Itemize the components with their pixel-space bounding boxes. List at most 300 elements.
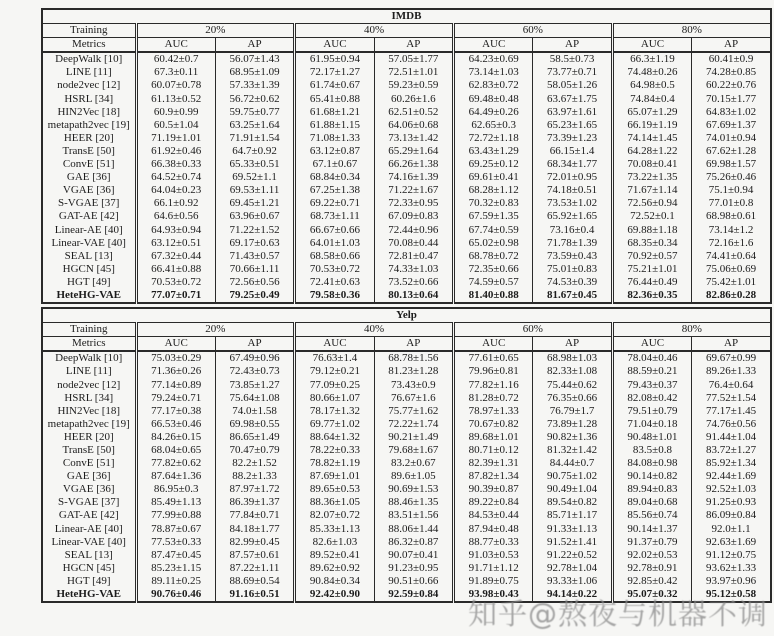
table-row	[42, 197, 771, 210]
method-name: TransE [50]	[42, 145, 136, 158]
value-cell: 64.06±0.68	[374, 119, 453, 132]
value-cell: 59.23±0.59	[374, 79, 453, 92]
value-cell: 71.43±0.57	[215, 250, 294, 263]
value-cell: 80.66±1.07	[295, 392, 374, 405]
training-percentage: 60%	[454, 323, 613, 337]
metrics-row	[42, 337, 771, 352]
value-cell: 73.89±1.28	[533, 418, 612, 431]
value-cell: 70.08±0.41	[612, 158, 691, 171]
value-cell: 83.2±0.67	[374, 457, 453, 470]
table-row	[42, 379, 771, 392]
value-cell: 90.21±1.49	[374, 431, 453, 444]
value-cell: 77.17±1.45	[692, 405, 771, 418]
value-cell: 67.59±1.35	[454, 210, 533, 223]
table-row	[42, 392, 771, 405]
value-cell: 63.12±0.87	[295, 145, 374, 158]
training-percentage: 80%	[612, 323, 771, 337]
value-cell: 69.61±0.41	[454, 171, 533, 184]
value-cell: 65.92±1.65	[533, 210, 612, 223]
value-cell: 67.3±0.11	[136, 66, 215, 79]
method-name: Linear-VAE [40]	[42, 536, 136, 549]
value-cell: 89.52±0.41	[295, 549, 374, 562]
value-cell: 75.77±1.62	[374, 405, 453, 418]
value-cell: 93.97±0.96	[692, 575, 771, 588]
value-cell: 88.59±0.21	[612, 365, 691, 378]
value-cell: 68.98±1.03	[533, 351, 612, 365]
value-cell: 89.11±0.25	[136, 575, 215, 588]
table-row	[42, 93, 771, 106]
value-cell: 81.40±0.88	[454, 289, 533, 303]
value-cell: 73.77±0.71	[533, 66, 612, 79]
value-cell: 72.41±0.63	[295, 276, 374, 289]
value-cell: 87.97±1.72	[215, 483, 294, 496]
value-cell: 90.84±0.34	[295, 575, 374, 588]
value-cell: 74.16±1.39	[374, 171, 453, 184]
method-name: metapath2vec [19]	[42, 418, 136, 431]
value-cell: 71.22±1.67	[374, 184, 453, 197]
value-cell: 64.7±0.92	[215, 145, 294, 158]
metric-name-auc: AUC	[136, 337, 215, 352]
method-name: HSRL [34]	[42, 93, 136, 106]
value-cell: 91.89±0.75	[454, 575, 533, 588]
value-cell: 84.26±0.15	[136, 431, 215, 444]
value-cell: 74.33±1.03	[374, 263, 453, 276]
value-cell: 63.67±1.75	[533, 93, 612, 106]
method-name: VGAE [36]	[42, 483, 136, 496]
table-row	[42, 119, 771, 132]
method-name: VGAE [36]	[42, 184, 136, 197]
table-row	[42, 351, 771, 365]
value-cell: 90.48±1.01	[612, 431, 691, 444]
value-cell: 88.06±1.44	[374, 523, 453, 536]
value-cell: 71.36±0.26	[136, 365, 215, 378]
table-row	[42, 250, 771, 263]
value-cell: 79.96±0.81	[454, 365, 533, 378]
training-percentage: 40%	[295, 323, 454, 337]
table-row	[42, 171, 771, 184]
value-cell: 72.22±1.74	[374, 418, 453, 431]
value-cell: 58.05±1.26	[533, 79, 612, 92]
table-row	[42, 158, 771, 171]
value-cell: 60.5±1.04	[136, 119, 215, 132]
value-cell: 77.53±0.33	[136, 536, 215, 549]
metrics-label: Metrics	[42, 38, 136, 53]
metrics-row	[42, 38, 771, 53]
table-row	[42, 132, 771, 145]
dataset-band-row	[42, 308, 771, 323]
value-cell: 74.28±0.85	[692, 66, 771, 79]
value-cell: 69.88±1.18	[612, 224, 691, 237]
value-cell: 92.42±0.90	[295, 588, 374, 602]
value-cell: 70.66±1.11	[215, 263, 294, 276]
value-cell: 71.78±1.39	[533, 237, 612, 250]
table-row	[42, 405, 771, 418]
value-cell: 72.43±0.73	[215, 365, 294, 378]
method-name: node2vec [12]	[42, 379, 136, 392]
value-cell: 65.41±0.88	[295, 93, 374, 106]
value-cell: 73.52±0.66	[374, 276, 453, 289]
value-cell: 79.25±0.49	[215, 289, 294, 303]
value-cell: 56.07±1.43	[215, 52, 294, 66]
value-cell: 74.53±0.39	[533, 276, 612, 289]
table-row	[42, 483, 771, 496]
value-cell: 60.26±1.6	[374, 93, 453, 106]
value-cell: 92.85±0.42	[612, 575, 691, 588]
value-cell: 60.42±0.7	[136, 52, 215, 66]
value-cell: 90.14±1.37	[612, 523, 691, 536]
value-cell: 77.17±0.38	[136, 405, 215, 418]
value-cell: 83.5±0.8	[612, 444, 691, 457]
metric-name-ap: AP	[533, 337, 612, 352]
value-cell: 62.51±0.52	[374, 106, 453, 119]
metric-name-auc: AUC	[295, 337, 374, 352]
value-cell: 82.39±1.31	[454, 457, 533, 470]
value-cell: 85.71±1.17	[533, 509, 612, 522]
value-cell: 75.1±0.94	[692, 184, 771, 197]
value-cell: 64.49±0.26	[454, 106, 533, 119]
value-cell: 69.52±1.1	[215, 171, 294, 184]
dataset-band-row	[42, 9, 771, 24]
value-cell: 66.38±0.33	[136, 158, 215, 171]
metric-name-ap: AP	[692, 337, 771, 352]
value-cell: 75.26±0.46	[692, 171, 771, 184]
value-cell: 92.78±1.04	[533, 562, 612, 575]
value-cell: 64.98±0.5	[612, 79, 691, 92]
method-name: HGCN [45]	[42, 562, 136, 575]
method-name: Linear-VAE [40]	[42, 237, 136, 250]
method-name: HIN2Vec [18]	[42, 106, 136, 119]
value-cell: 85.23±1.15	[136, 562, 215, 575]
value-cell: 91.23±0.95	[374, 562, 453, 575]
table-row	[42, 509, 771, 522]
value-cell: 93.98±0.43	[454, 588, 533, 602]
value-cell: 89.94±0.83	[612, 483, 691, 496]
value-cell: 74.41±0.64	[692, 250, 771, 263]
value-cell: 75.03±0.29	[136, 351, 215, 365]
value-cell: 71.04±0.18	[612, 418, 691, 431]
value-cell: 67.25±1.38	[295, 184, 374, 197]
value-cell: 74.14±1.45	[612, 132, 691, 145]
method-name: DeepWalk [10]	[42, 52, 136, 66]
value-cell: 75.64±1.08	[215, 392, 294, 405]
method-name: GAT-AE [42]	[42, 509, 136, 522]
value-cell: 92.78±0.91	[612, 562, 691, 575]
value-cell: 91.12±0.75	[692, 549, 771, 562]
value-cell: 64.52±0.74	[136, 171, 215, 184]
value-cell: 60.07±0.78	[136, 79, 215, 92]
value-cell: 57.33±1.39	[215, 79, 294, 92]
value-cell: 71.91±1.54	[215, 132, 294, 145]
method-name: SEAL [13]	[42, 549, 136, 562]
method-name: GAE [36]	[42, 470, 136, 483]
table-row	[42, 365, 771, 378]
value-cell: 87.94±0.48	[454, 523, 533, 536]
value-cell: 70.47±0.79	[215, 444, 294, 457]
value-cell: 75.42±1.01	[692, 276, 771, 289]
value-cell: 70.92±0.57	[612, 250, 691, 263]
value-cell: 93.62±1.33	[692, 562, 771, 575]
value-cell: 69.17±0.63	[215, 237, 294, 250]
value-cell: 81.32±1.42	[533, 444, 612, 457]
value-cell: 78.22±0.33	[295, 444, 374, 457]
value-cell: 64.01±1.03	[295, 237, 374, 250]
table-row	[42, 470, 771, 483]
value-cell: 63.96±0.67	[215, 210, 294, 223]
method-name: GAT-AE [42]	[42, 210, 136, 223]
metric-name-ap: AP	[215, 337, 294, 352]
method-name: Linear-AE [40]	[42, 523, 136, 536]
value-cell: 77.07±0.71	[136, 289, 215, 303]
value-cell: 95.07±0.32	[612, 588, 691, 602]
table-row	[42, 588, 771, 602]
value-cell: 89.6±1.05	[374, 470, 453, 483]
metric-name-auc: AUC	[612, 337, 691, 352]
value-cell: 66.15±1.4	[533, 145, 612, 158]
value-cell: 71.19±1.01	[136, 132, 215, 145]
method-name: S-VGAE [37]	[42, 197, 136, 210]
method-name: LINE [11]	[42, 365, 136, 378]
value-cell: 74.01±0.94	[692, 132, 771, 145]
value-cell: 79.12±0.21	[295, 365, 374, 378]
value-cell: 68.35±0.34	[612, 237, 691, 250]
training-percentage: 60%	[454, 24, 613, 38]
value-cell: 66.53±0.46	[136, 418, 215, 431]
value-cell: 61.13±0.52	[136, 93, 215, 106]
value-cell: 74.84±0.4	[612, 93, 691, 106]
value-cell: 83.72±1.27	[692, 444, 771, 457]
table-row	[42, 184, 771, 197]
value-cell: 74.0±1.58	[215, 405, 294, 418]
value-cell: 88.2±1.33	[215, 470, 294, 483]
value-cell: 90.75±1.02	[533, 470, 612, 483]
value-cell: 76.79±1.7	[533, 405, 612, 418]
method-name: HeteHG-VAE	[42, 289, 136, 303]
value-cell: 77.14±0.89	[136, 379, 215, 392]
metric-name-ap: AP	[533, 38, 612, 53]
value-cell: 72.81±0.47	[374, 250, 453, 263]
value-cell: 72.56±0.56	[215, 276, 294, 289]
value-cell: 78.04±0.46	[612, 351, 691, 365]
value-cell: 68.78±0.72	[454, 250, 533, 263]
value-cell: 91.33±1.13	[533, 523, 612, 536]
value-cell: 90.07±0.41	[374, 549, 453, 562]
value-cell: 82.6±1.03	[295, 536, 374, 549]
value-cell: 67.74±0.59	[454, 224, 533, 237]
value-cell: 72.16±1.6	[692, 237, 771, 250]
metric-name-ap: AP	[692, 38, 771, 53]
value-cell: 74.59±0.57	[454, 276, 533, 289]
value-cell: 90.51±0.66	[374, 575, 453, 588]
value-cell: 69.25±0.12	[454, 158, 533, 171]
method-name: HSRL [34]	[42, 392, 136, 405]
metrics-label: Metrics	[42, 337, 136, 352]
value-cell: 65.23±1.65	[533, 119, 612, 132]
training-percentage: 40%	[295, 24, 454, 38]
value-cell: 84.18±1.77	[215, 523, 294, 536]
results-table-imdb	[41, 8, 772, 304]
value-cell: 73.16±0.4	[533, 224, 612, 237]
value-cell: 89.22±0.84	[454, 496, 533, 509]
table-row	[42, 523, 771, 536]
training-label: Training	[42, 24, 136, 38]
value-cell: 79.43±0.37	[612, 379, 691, 392]
value-cell: 73.14±1.03	[454, 66, 533, 79]
value-cell: 61.92±0.46	[136, 145, 215, 158]
value-cell: 69.98±1.57	[692, 158, 771, 171]
value-cell: 68.04±0.65	[136, 444, 215, 457]
value-cell: 93.33±1.06	[533, 575, 612, 588]
value-cell: 86.95±0.3	[136, 483, 215, 496]
value-cell: 94.14±0.22	[533, 588, 612, 602]
method-name: ConvE [51]	[42, 457, 136, 470]
value-cell: 92.52±1.03	[692, 483, 771, 496]
value-cell: 76.44±0.49	[612, 276, 691, 289]
method-name: TransE [50]	[42, 444, 136, 457]
table-row	[42, 418, 771, 431]
value-cell: 82.2±1.52	[215, 457, 294, 470]
value-cell: 72.44±0.96	[374, 224, 453, 237]
value-cell: 89.04±0.68	[612, 496, 691, 509]
value-cell: 68.58±0.66	[295, 250, 374, 263]
value-cell: 89.65±0.53	[295, 483, 374, 496]
table-row	[42, 66, 771, 79]
value-cell: 66.1±0.92	[136, 197, 215, 210]
value-cell: 73.43±0.9	[374, 379, 453, 392]
value-cell: 75.44±0.62	[533, 379, 612, 392]
value-cell: 84.08±0.98	[612, 457, 691, 470]
value-cell: 86.39±1.37	[215, 496, 294, 509]
dataset-title: IMDB	[42, 9, 771, 24]
value-cell: 82.99±0.45	[215, 536, 294, 549]
value-cell: 90.69±1.53	[374, 483, 453, 496]
value-cell: 70.32±0.83	[454, 197, 533, 210]
value-cell: 64.93±0.94	[136, 224, 215, 237]
value-cell: 59.75±0.77	[215, 106, 294, 119]
value-cell: 85.92±1.34	[692, 457, 771, 470]
metric-name-ap: AP	[215, 38, 294, 53]
table-row	[42, 549, 771, 562]
value-cell: 66.19±1.19	[612, 119, 691, 132]
value-cell: 87.82±1.34	[454, 470, 533, 483]
value-cell: 76.67±1.6	[374, 392, 453, 405]
value-cell: 70.15±1.77	[692, 93, 771, 106]
value-cell: 64.28±1.22	[612, 145, 691, 158]
value-cell: 89.26±1.33	[692, 365, 771, 378]
value-cell: 76.63±1.4	[295, 351, 374, 365]
value-cell: 74.48±0.26	[612, 66, 691, 79]
value-cell: 82.86±0.28	[692, 289, 771, 303]
value-cell: 88.77±0.33	[454, 536, 533, 549]
value-cell: 72.17±1.27	[295, 66, 374, 79]
value-cell: 64.6±0.56	[136, 210, 215, 223]
value-cell: 74.76±0.56	[692, 418, 771, 431]
value-cell: 87.22±1.11	[215, 562, 294, 575]
value-cell: 91.25±0.93	[692, 496, 771, 509]
table-row	[42, 496, 771, 509]
value-cell: 63.97±1.61	[533, 106, 612, 119]
value-cell: 89.62±0.92	[295, 562, 374, 575]
value-cell: 92.63±1.69	[692, 536, 771, 549]
table-row	[42, 276, 771, 289]
value-cell: 95.12±0.58	[692, 588, 771, 602]
value-cell: 68.34±1.77	[533, 158, 612, 171]
value-cell: 88.46±1.35	[374, 496, 453, 509]
table-row	[42, 106, 771, 119]
value-cell: 66.3±1.19	[612, 52, 691, 66]
training-percentage: 20%	[136, 323, 295, 337]
value-cell: 90.14±0.82	[612, 470, 691, 483]
value-cell: 69.67±0.99	[692, 351, 771, 365]
value-cell: 77.84±0.71	[215, 509, 294, 522]
method-name: metapath2vec [19]	[42, 119, 136, 132]
value-cell: 77.82±0.62	[136, 457, 215, 470]
value-cell: 72.33±0.95	[374, 197, 453, 210]
value-cell: 63.12±0.51	[136, 237, 215, 250]
value-cell: 69.53±1.11	[215, 184, 294, 197]
dataset-title: Yelp	[42, 308, 771, 323]
value-cell: 92.02±0.53	[612, 549, 691, 562]
method-name: HGT [49]	[42, 276, 136, 289]
metric-name-auc: AUC	[295, 38, 374, 53]
value-cell: 72.51±1.01	[374, 66, 453, 79]
value-cell: 69.22±0.71	[295, 197, 374, 210]
value-cell: 80.71±0.12	[454, 444, 533, 457]
method-name: HGT [49]	[42, 575, 136, 588]
value-cell: 68.98±0.61	[692, 210, 771, 223]
value-cell: 70.67±0.82	[454, 418, 533, 431]
value-cell: 79.51±0.79	[612, 405, 691, 418]
results-tables	[41, 8, 772, 603]
value-cell: 56.72±0.62	[215, 93, 294, 106]
value-cell: 82.36±0.35	[612, 289, 691, 303]
table-row	[42, 444, 771, 457]
value-cell: 72.35±0.66	[454, 263, 533, 276]
value-cell: 65.07±1.29	[612, 106, 691, 119]
value-cell: 90.76±0.46	[136, 588, 215, 602]
method-name: node2vec [12]	[42, 79, 136, 92]
value-cell: 57.05±1.77	[374, 52, 453, 66]
value-cell: 81.23±1.28	[374, 365, 453, 378]
value-cell: 78.82±1.19	[295, 457, 374, 470]
value-cell: 66.26±1.38	[374, 158, 453, 171]
training-percentage: 80%	[612, 24, 771, 38]
value-cell: 91.37±0.79	[612, 536, 691, 549]
value-cell: 77.52±1.54	[692, 392, 771, 405]
value-cell: 86.09±0.84	[692, 509, 771, 522]
value-cell: 91.71±1.12	[454, 562, 533, 575]
value-cell: 88.36±1.05	[295, 496, 374, 509]
table-row	[42, 52, 771, 66]
value-cell: 70.08±0.44	[374, 237, 453, 250]
value-cell: 72.72±1.18	[454, 132, 533, 145]
value-cell: 63.43±1.29	[454, 145, 533, 158]
method-name: Linear-AE [40]	[42, 224, 136, 237]
value-cell: 72.56±0.94	[612, 197, 691, 210]
value-cell: 69.45±1.21	[215, 197, 294, 210]
table-row	[42, 79, 771, 92]
value-cell: 81.28±0.72	[454, 392, 533, 405]
value-cell: 72.01±0.95	[533, 171, 612, 184]
value-cell: 79.58±0.36	[295, 289, 374, 303]
value-cell: 90.49±1.04	[533, 483, 612, 496]
value-cell: 71.67±1.14	[612, 184, 691, 197]
value-cell: 88.64±1.32	[295, 431, 374, 444]
value-cell: 87.57±0.61	[215, 549, 294, 562]
value-cell: 89.68±1.01	[454, 431, 533, 444]
results-table-yelp	[41, 307, 772, 603]
metric-name-auc: AUC	[612, 38, 691, 53]
value-cell: 65.29±1.64	[374, 145, 453, 158]
